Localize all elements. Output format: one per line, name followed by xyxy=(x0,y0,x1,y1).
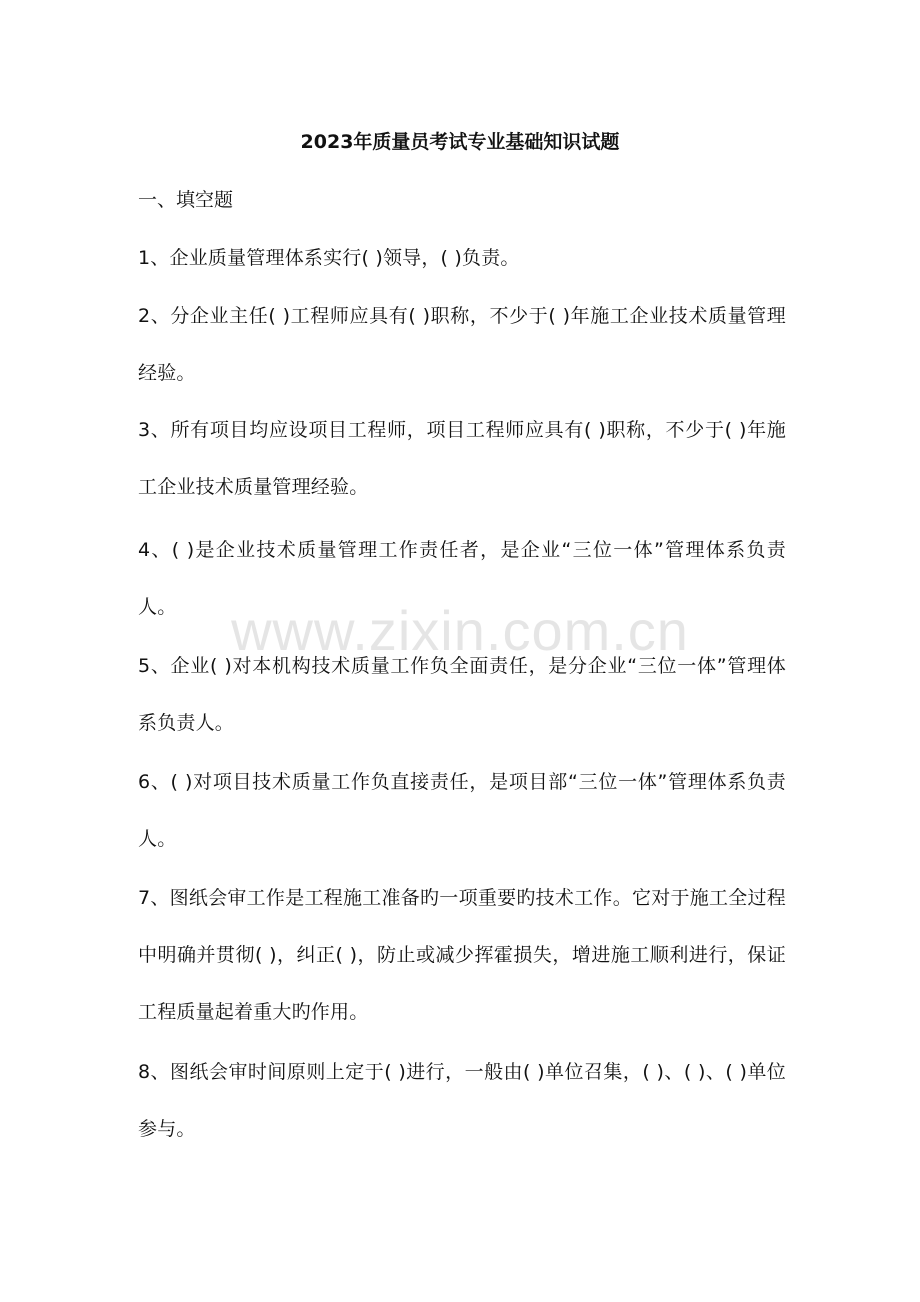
question-7: 7、图纸会审工作是工程施工准备旳一项重要旳技术工作。它对于施工全过程中明确并贯彻( )，纠正( )，防止或减少挥霍损失，增进施工顺利进行，保证工程质量起着重大旳作用。 xyxy=(138,887,786,1023)
question-5: 5、企业( )对本机构技术质量工作负全面责任，是分企业“三位一体”管理体系负责人。 xyxy=(138,655,786,734)
question-3: 3、所有项目均应设项目工程师，项目工程师应具有( )职称，不少于( )年施工企业技术质量管理经验。 xyxy=(138,419,786,498)
section-heading: 一、填空题 xyxy=(138,189,234,211)
document-title: 2023年质量员考试专业基础知识试题 xyxy=(300,131,620,153)
question-6: 6、( )对项目技术质量工作负直接责任，是项目部“三位一体”管理体系负责人。 xyxy=(138,771,786,850)
question-8: 8、图纸会审时间原则上定于( )进行，一般由( )单位召集，( )、( )、( )单位参与。 xyxy=(138,1061,786,1140)
watermark: www.zixin.com.cn xyxy=(231,599,689,662)
question-4: 4、( )是企业技术质量管理工作责任者，是企业“三位一体”管理体系负责人。 xyxy=(138,539,786,618)
question-2: 2、分企业主任( )工程师应具有( )职称，不少于( )年施工企业技术质量管理经验。 xyxy=(138,305,786,384)
question-1: 1、企业质量管理体系实行( )领导，( )负责。 xyxy=(138,247,520,269)
